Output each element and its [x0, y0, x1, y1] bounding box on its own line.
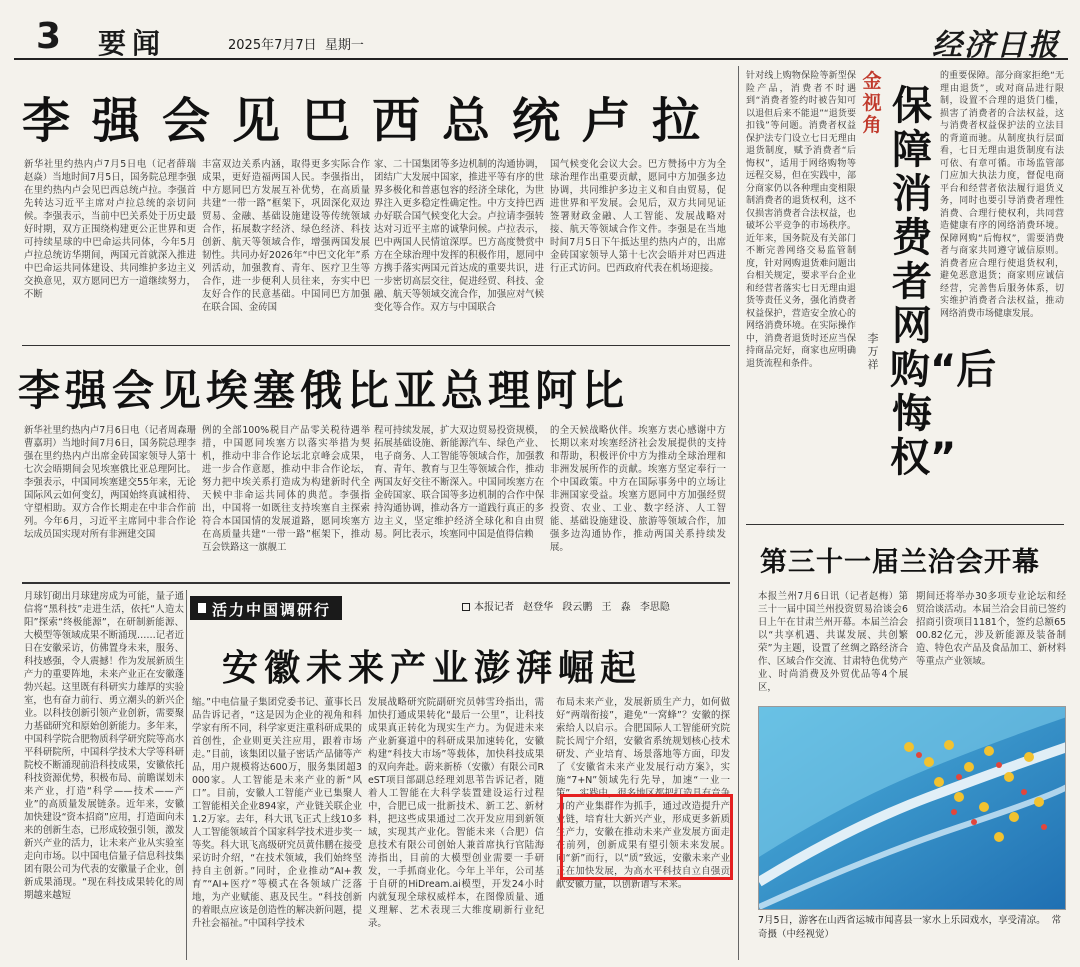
article2-col4: 的全天候战略伙伴。埃塞方衷心感谢中方长期以来对埃塞经济社会发展提供的支持和帮助，积极评价中方为推动全球治理和非洲发展所作的贡献。埃塞方坚定奉行一个中国政策。中方在国际事务中的立场让非洲国家受益。埃塞方愿同中方加强经贸投资、农业、工业、数字经济、人工智能、基础设施建设、旅游等领域合作，加强多边沟通协作，推动两国关系持续发展。 [550, 425, 726, 553]
commentary-headline: 保障消费者网购“后悔权” [890, 83, 997, 481]
column-rule [186, 590, 187, 960]
photo-credit: 常 奇摄（中经视觉） [758, 915, 1062, 940]
water-park-photo [758, 706, 1066, 910]
byline-square-icon [462, 603, 470, 611]
article2-col1: 新华社里约热内卢7月6日电（记者周森珊 曹嘉玥）当地时间7月6日，国务院总理李强在里约热内卢出席金砖国家领导人第十七次会晤期间会见埃塞俄比亚总理阿比。李强表示，中国同埃塞建交55年来，无论国际风云如何变幻，两国始终真诚相待、守望相助。双方合作长期走在中非合作前列。今年6月，习近平主席同中非合作论坛成员国实现对所有非洲建交国 [24, 425, 196, 540]
right-column-rule [738, 66, 739, 960]
masthead-logo: 经济日报 [932, 28, 1060, 63]
divider-2 [22, 582, 730, 584]
caption-text: 7月5日，游客在山西省运城市闻喜县一家水上乐园戏水，享受清凉。 [758, 915, 1046, 926]
article2-headline: 李强会见埃塞俄比亚总理阿比 [18, 366, 630, 415]
article1-col4: 国气候变化会议大会。巴方赞扬中方为全球治理作出重要贡献，愿同中方加强多边协调，共同维护多边主义和自由贸易，促进世界和平发展。会见后，双方共同见证签署财政金融、人工智能、发展战略对接、航天等领域合作文件。李强是在当地时间7月5日下午抵达里约热内卢的，出席金砖国家领导人第十七次会晤并对巴西进行正式访问。巴西政府代表在机场迎接。 [550, 159, 726, 274]
commentary-tag: 金视角 [862, 70, 882, 136]
divider-1 [22, 345, 730, 346]
article3-headline: 第三十一届兰洽会开幕 [760, 547, 1040, 578]
article4-col2: 缩。”中电信量子集团党委书记、董事长吕品告诉记者，“这是因为企业的视角和科学家有所不同，科学家更注重科研成果的首创性，企业则更关注应用，跟着市场走。”目前，该集团以量子密话产品储等产品，用户规模将达600万，服务集团超3000家。人工智能是未来产业的新“风口”。目前，安徽人工智能产业已集聚人工智能相关企业894家，产业链关联企业1.2万家。去年，科大讯飞正式上线10多人工智能领域首个国家科学技术进步奖一等奖。科大讯飞高级研究员黄伟鹏在接受采访时介绍，“在技术领域，我们始终坚持自主创新。”同时，企业推动“AI+教育”“AI+医疗”等模式在各领域广泛落地，为产业赋能、惠及民生。“科技创新的着眼点应该是创造性的解决新问题，提升社会福祉。”中国科学技术 [192, 697, 362, 929]
article4-col3: 发展战略研究院副研究员韩雪玲指出，需加快打通成果转化“最后一公里”，让科技成果真正转化为现实生产力。为促进未来产业新赛道中的科研成果加速转化，安徽构建“科技大市场”等载体，加快科技成果的双向奔赴。蔚来新桥（安徽）有限公司ReST项目部副总经理刘思苇告诉记者，随着人工智能在大科学装置建设运行过程中，合肥已成一批新技术、新工艺、新材料，把这些成果通过二次开发应用到新领域，实现其产业化。智能未来（合肥）信息技术有限公司创始人兼首席执行官陆海涛指出，目前的大模型创业需要一手研发，一手抓商业化。今年上半年，公司基于自研的HiDream.ai模型，开发24小时内就复现全球权威样本，在图像质量、通义理解、艺术表现三大维度刷新行业纪录。 [368, 697, 544, 929]
article4-byline [462, 598, 670, 613]
byline-text: 本报记者 赵登华 段云鹏 王 淼 李思隐 [474, 602, 670, 613]
highlight-box [560, 794, 733, 880]
commentary-col2: 的重要保障。部分商家拒绝“无理由退货”，或对商品进行限制，设置不合理的退货门槛，损害了消费者的合法权益，这与消费者权益保护法的立法目的背道而驰。从制度执行层面看，七日无理由退货制度有法可依、有章可循。市场监管部门应加大执法力度，督促电商平台和经营者依法履行退货义务，同时也要引导消费者理性消费、合理行使权利，共同营造健康有序的网络消费环境。保障网购“后悔权”，需要消费者与商家共同遵守诚信原则。消费者应合理行使退货权利，避免恶意退货；商家则应诚信经营，完善售后服务体系，切实维护消费者合法权益，推动网络消费市场健康发展。 [940, 71, 1064, 319]
article4-headline: 安徽未来产业澎湃崛起 [222, 648, 643, 689]
weekday-text: 星期一 [324, 38, 364, 53]
article2-col2: 例的全部100%税目产品零关税待遇举措，中国愿同埃塞方以落实举措为契机，推动中非合作论坛北京峰会成果，进一步合作意愿，推动中非合作论坛，努力把中埃关系打造成为构建新时代全天候中非命运共同体的典范。李强指出，中国将一如既往支持埃塞自主探索符合本国国情的发展道路，愿同埃塞方在高质量共建“一带一路”框架下，推动互会铁路这一旗舰工 [202, 425, 370, 553]
series-kicker: 活力中国调研行 [190, 596, 342, 620]
photo-caption [758, 914, 1066, 942]
page-number: 3 [36, 16, 62, 57]
article3-col2: 期间还将举办30多项专业论坛和经贸洽谈活动。本届兰洽会目前已签约招商引资项目1181个，签约总额6500.82亿元，涉及新能源及装备制造、特色农产品及食品加工、新材料等重点产业领域。 [916, 591, 1066, 667]
article1-col2: 丰富双边关系内涵，取得更多实际合作成果，更好造福两国人民。李强指出，中方愿同巴方发展互补优势，在高质量共建“一带一路”框架下，巩固深化双边贸易、金融、基础设施建设等传统领域合作，拓展数字经济、绿色经济、科技创新、航天等领域合作，增强两国发展韧性。共同办好2026年“中巴文化年”系列活动，加强教育、青年、医疗卫生等合作，进一步便利人员往来，夯实中巴友好合作的民意基础。中国同巴方加强在联合国、金砖国 [202, 159, 370, 313]
date-text: 2025年7月7日 [228, 38, 317, 53]
issue-date [228, 34, 364, 53]
article3-col1: 本报兰州7月6日讯（记者赵梅）第三十一届中国兰州投资贸易洽谈会6日上午在甘肃兰州开幕。本届兰洽会以“共享机遇、共谋发展、共创繁荣”为主题，设置了丝绸之路经济合作、区域合作交流、甘肃特色优势产业、时尚消费及外贸优品等4个展区， [758, 591, 908, 693]
article2-col3: 程可持续发展，扩大双边贸易投资规模，拓展基础设施、新能源汽车、绿色产业、电子商务、人工智能等领域合作，加强教育、青年、教育与卫生等领域合作，推动两国友好交往不断深入。中国同埃塞方在金砖国家、联合国等多边机制的合作中保持沟通协调，推动各方一道践行真正的多边主义，坚定维护经济全球化和自由贸易。阿比表示，埃塞同中国是值得信赖 [374, 425, 544, 540]
commentary-col1: 针对线上购物保险等新型保险产品，消费者不时遇到“消费者签约时被告知可以退但后来不能退”“退货要扣钱”等问题。消费者权益保护法专门设立七日无理由退货制度，赋予消费者“后悔权”，适用于网络购物等远程交易，但在实践中，部分商家仍以各种理由变相限制消费者的退货权利，这不仅损害消费者合法权益，也破坏公平竞争的市场秩序。近年来，国务院及有关部门不断完善网络交易监管制度，针对网购退货难问题出台相关规定，要求平台企业和经营者落实七日无理由退货等责任义务，强化消费者权益保护，营造安全放心的网络消费环境。在实际操作中，消费者退货时还应当保持商品完好，商家也应明确退货流程和条件。 [746, 71, 856, 369]
divider-3 [746, 524, 1064, 525]
article1-col1: 新华社里约热内卢7月5日电（记者薛瑞 赵焱）当地时间7月5日，国务院总理李强在里约热内卢会见巴西总统卢拉。李强首先转达习近平主席对卢拉总统的亲切问候。李强表示，当前中巴关系处于历史最好时期，双方正围绕构建更公正世界和更可持续星球的中巴命运共同体，今年5月卢拉总统访华期间，两国元首就深入推进中巴命运共同体建设、共同维护多边主义交换意见，双方愿同巴方一道继续努力，不断 [24, 159, 196, 300]
photo-illustration [759, 707, 1066, 910]
commentary-author: 李万祥 [867, 332, 879, 371]
article4-col1: 月球钉砌出月球建房成为可能，量子通信将“黑科技”走进生活，依托“人造太阳”探索“终极能源”，在研制新能源、大模型等领域成果不断涌现……记者近日在安徽采访，仿佛置身未来，服务、科技感强，令人震撼！作为发展新质生产力的重要阵地，未来产业正在安徽蓬勃兴起。这里既有科研实力雄厚的实验室，也有奋力前行、勇立潮头的新兴企业。以科技创新引领产业创新，需要聚力基础研究和原始创新能力。多年来，中国科学院合肥物质科学研究院等高水平科研院所，中国科学技术大学等科研院校不断涌现前沿科技成果，安徽依托科技资源优势，积极布局、前瞻谋划未来产业，打造“科学——技术——产业”的高质量发展链条。近年来，安徽加快建设“资本招商”应用，打造面向未来的创新生态，已形成较强引领，激发新兴产业的活力，让未来产业从实验室走向市场。以中国电信量子信息科技集团有限公司为代表的安徽量子企业，创新成果涌现。“现在科技成果转化的周期越来越短 [24, 591, 184, 901]
section-name: 要闻 [98, 27, 167, 60]
page-header [14, 12, 1068, 63]
article1-headline: 李强会见巴西总统卢拉 [22, 93, 723, 149]
article1-col3: 家、二十国集团等多边机制的沟通协调，团结广大发展中国家，推进平等有序的世界多极化和普惠包容的经济全球化，为世界注入更多稳定性确定性。中方支持巴西办好联合国气候变化大会。卢拉请李强转达对习近平主席的诚挚问候。卢拉表示，巴中两国人民情谊深厚。巴方高度赞赏中方在全球治理中发挥的积极作用，愿同中方携手落实两国元首达成的重要共识，进一步密切高层交往，促进经贸、科技、金融、航天等领域交流合作，加强应对气候变化等合作。双方与中国联合 [374, 159, 544, 313]
article4-col4: 布局未来产业，发展新质生产力，如何做好“两端衔接”，避免“一窝蜂”？安徽的探索给人以启示。合肥国际人工智能研究院院长周宁介绍，安徽省系统规划核心技术研发、产业培育、场景落地等方面，印发了《安徽省未来产业发展行动方案》，实施“7+N”领域先行先导，加速“一业一策”。实践中，很多地区都把打造具有竞争力的产业集群作为抓手，通过改造提升产业链，培育壮大新兴产业，形成更多新质生产力，安徽在推动未来产业发展方面走在前列，创新成果有望引领未来发展。向“新”而行，以“质”致远，安徽未来产业正在加快发展，为高水平科技自立自强贡献安徽力量，以创新谱写未来。 [556, 697, 730, 890]
